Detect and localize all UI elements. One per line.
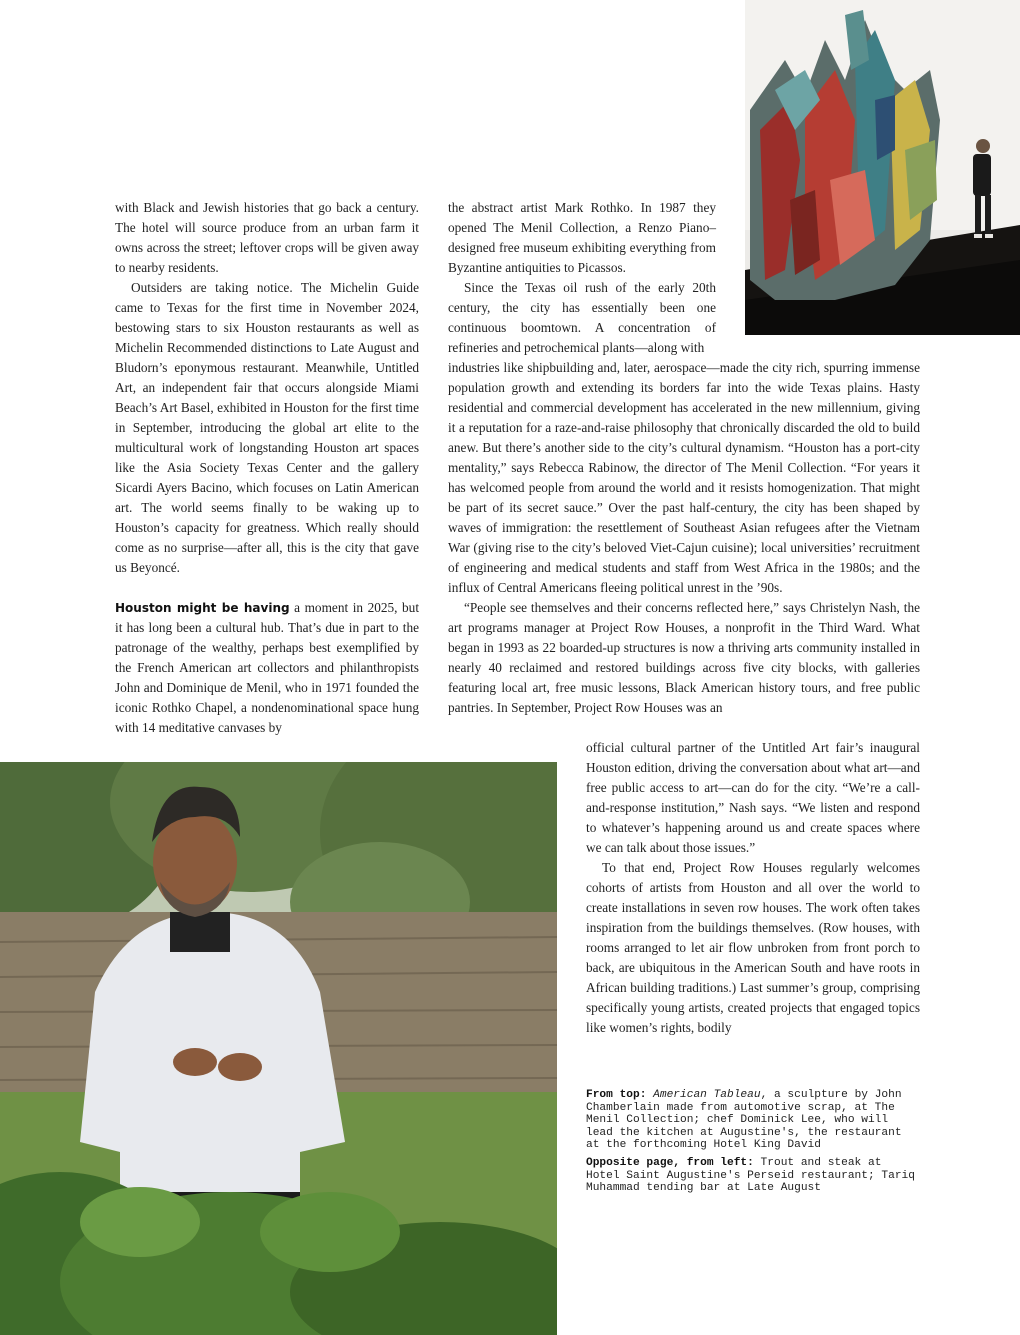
- paragraph: with Black and Jewish histories that go back a century. The hotel will source produce from an urban farm it owns across the street; leftover crops will be given away to nearby residents.: [115, 200, 419, 275]
- paragraph: official cultural partner of the Untitled Art fair’s inaugural Houston edition, driving the conversation about what art—and free public access to art—can do for the city. “We’re a call-and-response institution,” Nash says. “We listen and respond to whatever’s happening around us and create spaces where we can talk about those issues.”: [586, 740, 920, 855]
- article-column-wide: [448, 358, 920, 718]
- paragraph: industries like shipbuilding and, later, aerospace—made the city rich, spurring immense population growth and extending its borders far into the wide Texas plains. Hasty residential and commercial development has accelerated in the new millennium, giving it a reputation for a raze-and-raise philosophy that chronically discarded the old to build anew. But there’s another side to the city’s cultural dynamism. “Houston has a port-city mentality,” says Rebecca Rabinow, the director of The Menil Collection. “For years it has welcomed people from around the world and it resists homogenization. That might be part of its secret sauce.” Over the past half-century, the city has been shaped by waves of immigration: the resettlement of Southeast Asian refugees after the Vietnam War (giving rise to the city’s beloved Viet-Cajun cuisine); local universities’ recruitment of engineering and medical students and staff from West Africa in the 1980s; and the influx of Central Americans fleeing political unrest in the ’90s.: [448, 360, 920, 595]
- caption-text: Trout and steak at Hotel Saint Augustine's Perseid restaurant; Tariq Muhammad tending bar at Late August: [586, 1156, 915, 1195]
- article-column-right: [586, 738, 920, 1038]
- paragraph: “People see themselves and their concerns reflected here,” says Christelyn Nash, the art programs manager at Project Row Houses, a nonprofit in the Third Ward. What began in 1993 as 22 boarded-up structures is now a thriving arts community installed in nearly 40 reclaimed and restored buildings across five city blocks, with galleries featuring local art, free music lessons, Black American history tours, and free public pantries. In September, Project Row Houses was an: [448, 600, 920, 715]
- paragraph: To that end, Project Row Houses regularly welcomes cohorts of artists from Houston and all over the world to create installations in seven row houses. The work often takes inspiration from the buildings themselves. (Row houses, with rooms arranged to let air flow unbroken from front porch to back, are ubiquitous in the American South and have roots in African building traditions.) Last summer’s group, comprising specifically young artists, created projects that engaged topics like women’s rights, bodily: [586, 860, 920, 1035]
- caption-from-top: [586, 1089, 920, 1152]
- article-column-middle: [448, 198, 716, 358]
- paragraph-text: a moment in 2025, but it has long been a cultural hub. That’s due in part to the patronage of the wealthy, perhaps best exemplified by the French American art collectors and philanthropists John and Dominique de Menil, who in 1971 founded the iconic Rothko Chapel, a nondenominational space hung with 14 meditative canvases by: [115, 600, 420, 735]
- paragraph: [115, 598, 419, 738]
- photo-caption: [586, 1089, 920, 1195]
- paragraph: Since the Texas oil rush of the early 20th century, the city has essentially been one continuous boomtown. A concentration of refineries and petrochemical plants—along with: [448, 280, 716, 355]
- sculpture-photo: [745, 0, 1020, 335]
- article-column-left: [115, 198, 419, 738]
- paragraph: Outsiders are taking notice. The Michelin Guide came to Texas for the first time in November 2024, bestowing stars to six Houston restaurants as well as Michelin Recommended distinctions to Late August and Bludorn’s eponymous restaurant. Meanwhile, Untitled Art, an independent fair that occurs alongside Miami Beach’s Art Basel, exhibited in Houston for the first time in September, introducing the global art elite to the multicultural work of longstanding Houston art spaces like the Asia Society Texas Center and the gallery Sicardi Ayers Bacino, which focuses on Latin American art. The world seems finally to be waking up to Houston’s capacity for greatness. Which really should come as no surprise—after all, this is the city that gave us Beyoncé.: [115, 280, 419, 575]
- caption-opposite-page: [586, 1157, 920, 1195]
- artwork-title: American Tableau: [653, 1089, 761, 1101]
- caption-label: Opposite page, from left:: [586, 1156, 754, 1169]
- paragraph: the abstract artist Mark Rothko. In 1987 they opened The Menil Collection, a Renzo Piano–designed free museum exhibiting everything from Byzantine antiquities to Picassos.: [448, 200, 716, 275]
- chef-photo: [0, 762, 557, 1335]
- caption-label: From top:: [586, 1089, 647, 1101]
- caption-text: , a sculpture by John Chamberlain made from automotive scrap, at The Menil Collection; chef Dominick Lee, who will lead the kitchen at Augustine's, the restaurant at the forthcoming Hotel King David: [586, 1089, 902, 1152]
- section-lead-in: Houston might be having: [115, 601, 290, 615]
